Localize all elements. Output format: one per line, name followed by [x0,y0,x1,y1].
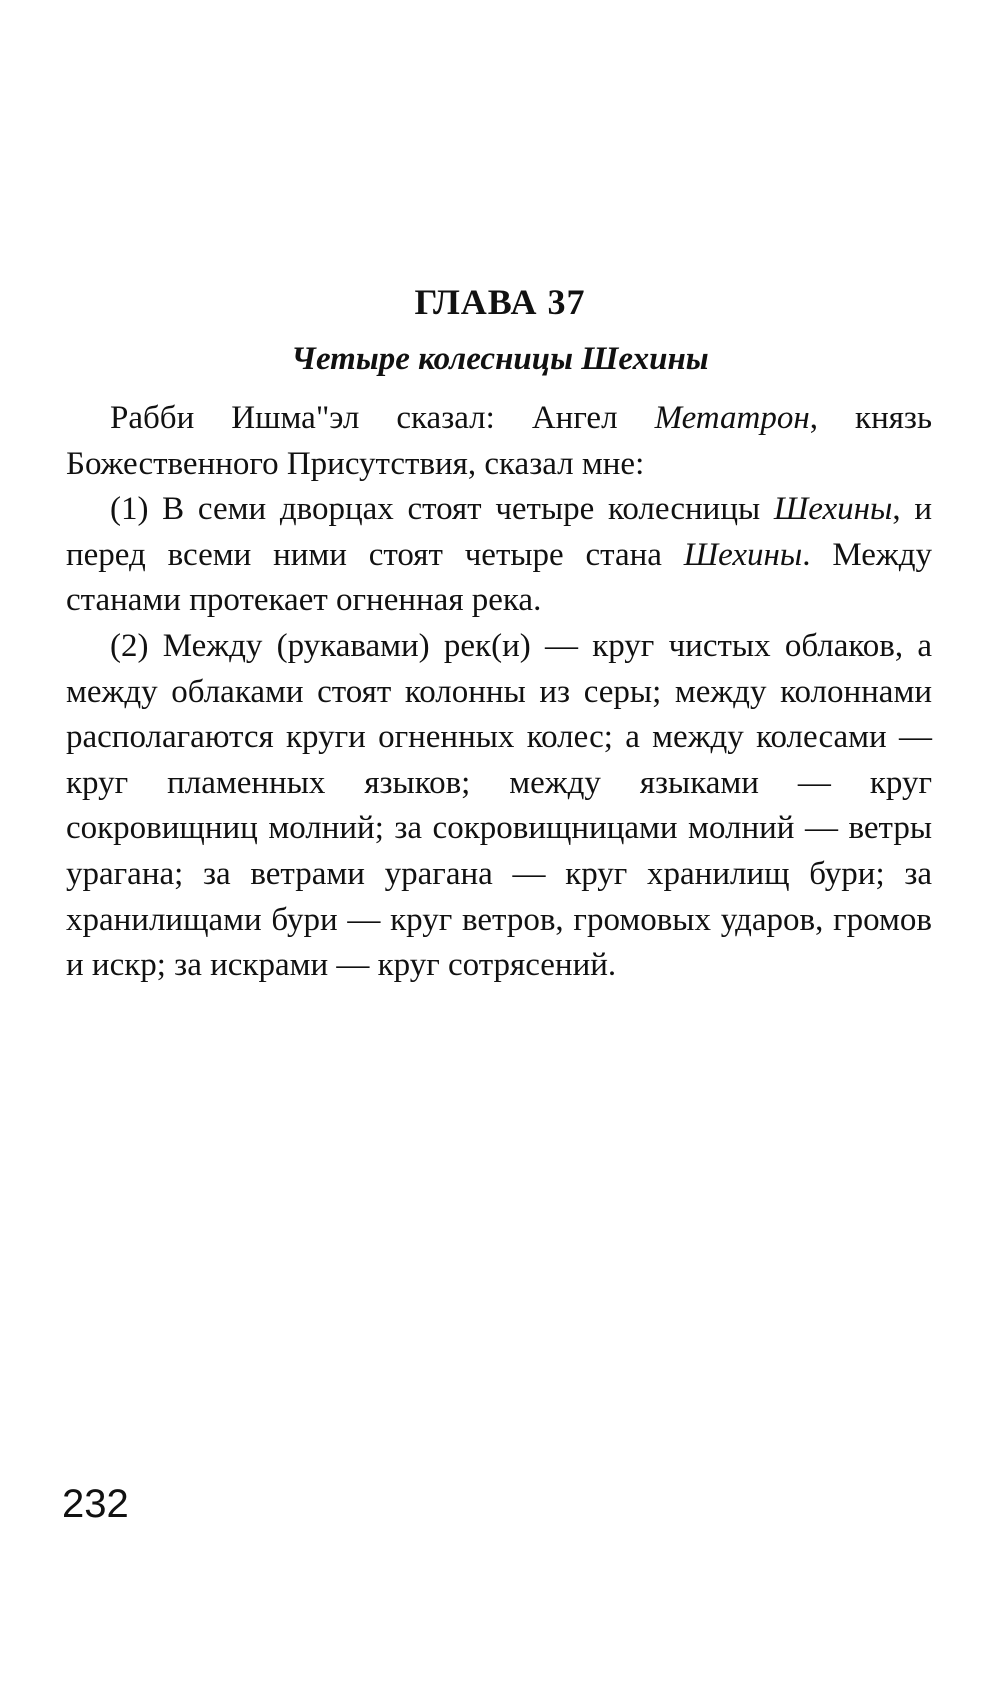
paragraph-2: (2) Между (рукавами) рек(и) — круг чистых облаков, а между облаками стоят колонны из серы; между колоннами располагаются круги огненных колес; а между колесами — круг пламенных языков; между языками — круг сокровищниц молний; за сокровищницами молний — ветры урагана; за ветрами урагана — круг хранилищ бури; за хранилищами бури — круг ветров, громовых ударов, громов и искр; за искрами — круг сотрясений. [66,627,932,984]
para1-shekhina-2: Шехины [683,536,803,573]
para1-text-3: . Между станами протекает огненная река. [66,536,932,619]
para1-text-2: , и перед всеми ними стоят четыре стана [66,491,932,573]
page-number: 232 [62,1482,129,1526]
chapter-subtitle: Четыре колесницы Шехины [291,341,709,377]
intro-paragraph [66,396,932,487]
chapter-body [66,396,932,989]
paragraph-1 [66,487,932,624]
intro-text-1: Рабби Ишма"эл сказал: Ангел [110,400,655,436]
para1-text-1: (1) В семи дворцах стоят четыре колесницы [110,491,774,528]
para1-shekhina-1: Шехины [773,491,893,528]
intro-metatron: Метатрон [654,400,810,436]
intro-text-2: , князь Божественного Присутствия, сказал мне: [66,400,932,482]
chapter-heading: ГЛАВА 37 [414,282,586,322]
